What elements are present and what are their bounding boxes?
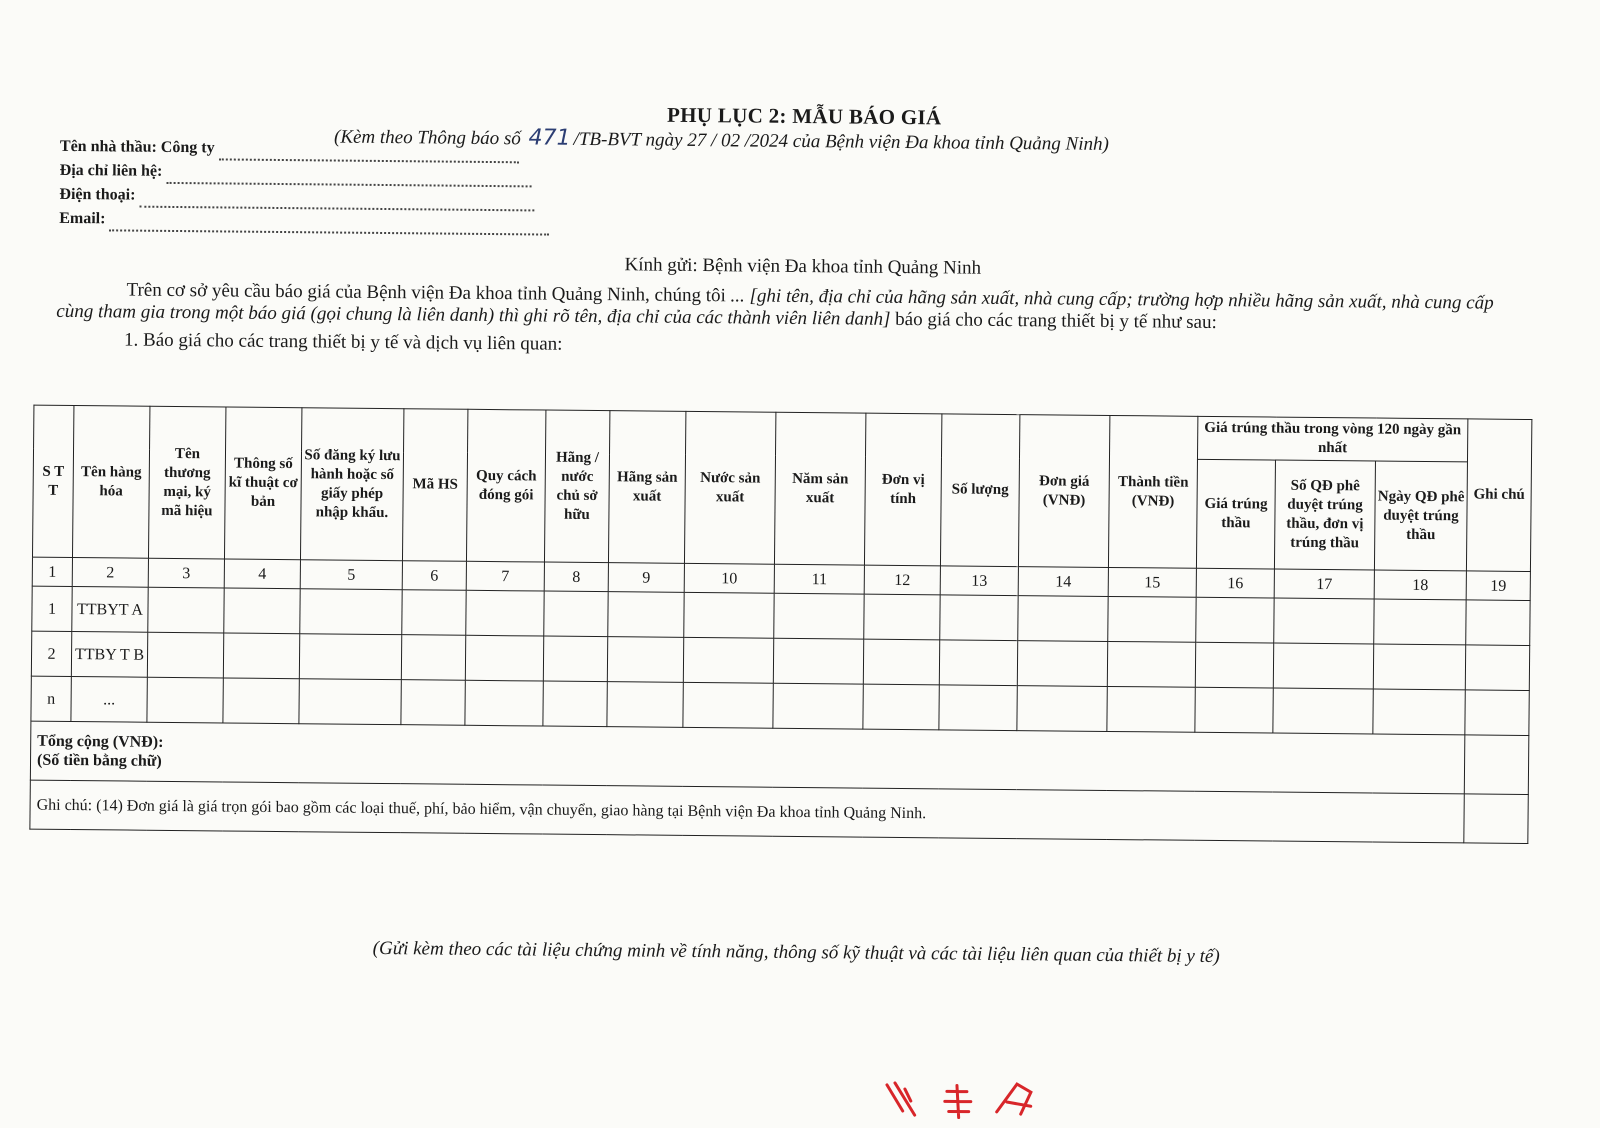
table-cell[interactable] bbox=[683, 682, 773, 728]
subtitle-day: 27 bbox=[687, 129, 707, 152]
table-cell[interactable] bbox=[1465, 690, 1529, 736]
table-cell[interactable] bbox=[773, 638, 863, 684]
header-hang-san-xuat: Hãng sản xuất bbox=[608, 411, 685, 564]
column-number: 9 bbox=[608, 563, 684, 593]
column-number: 13 bbox=[940, 566, 1018, 596]
header-quy-cach: Quy cách đóng gói bbox=[466, 409, 545, 562]
column-number: 12 bbox=[864, 565, 940, 595]
table-cell[interactable] bbox=[608, 592, 684, 638]
header-nam-san-xuat: Năm sản xuất bbox=[774, 412, 865, 565]
contractor-info bbox=[59, 135, 550, 236]
column-number: 19 bbox=[1466, 571, 1530, 601]
subtitle-prefix: (Kèm theo Thông báo số bbox=[333, 126, 521, 150]
column-number: 14 bbox=[1018, 567, 1108, 597]
column-number: 11 bbox=[774, 564, 864, 594]
table-cell[interactable] bbox=[465, 680, 543, 726]
table-cell[interactable] bbox=[402, 590, 466, 636]
table-cell[interactable] bbox=[465, 635, 543, 681]
column-number: 4 bbox=[224, 559, 300, 589]
intro-paragraph bbox=[56, 279, 1516, 337]
header-so-qd: Số QĐ phê duyệt trúng thầu, đơn vị trúng thầu bbox=[1274, 460, 1375, 570]
table-cell[interactable] bbox=[1017, 641, 1107, 687]
table-cell[interactable] bbox=[224, 588, 300, 634]
table-cell[interactable] bbox=[1195, 642, 1273, 688]
row-item-name: TTBY T B bbox=[71, 632, 147, 678]
table-cell[interactable] bbox=[940, 595, 1018, 641]
column-number: 15 bbox=[1108, 567, 1196, 597]
table-cell[interactable] bbox=[939, 640, 1017, 686]
table-cell[interactable] bbox=[466, 590, 544, 636]
header-ten-thuong-mai: Tên thương mại, ký mã hiệu bbox=[148, 406, 225, 559]
header-ma-hs: Mã HS bbox=[402, 409, 467, 562]
red-stamp-mark bbox=[881, 1071, 1072, 1128]
table-cell[interactable] bbox=[543, 681, 607, 727]
table-cell[interactable] bbox=[684, 592, 774, 638]
intro-item-1: 1. Báo giá cho các trang thiết bị y tế và dịch vụ liên quan: bbox=[123, 329, 563, 355]
column-number: 17 bbox=[1274, 569, 1374, 599]
header-gia-trung-thau: Giá trúng thầu bbox=[1196, 459, 1275, 569]
contractor-email-label: Email: bbox=[59, 209, 106, 228]
header-ngay-qd: Ngày QĐ phê duyệt trúng thầu bbox=[1374, 461, 1467, 571]
header-so-dang-ky: Số đăng ký lưu hành hoặc số giấy phép nhập khẩu. bbox=[300, 408, 403, 561]
table-cell[interactable] bbox=[543, 636, 607, 682]
column-number: 1 bbox=[32, 557, 72, 586]
document-title: PHỤ LỤC 2: MẪU BÁO GIÁ bbox=[666, 102, 942, 130]
table-cell[interactable] bbox=[223, 678, 299, 724]
header-ghi-chu: Ghi chú bbox=[1466, 419, 1531, 572]
contractor-phone-row bbox=[59, 183, 549, 212]
column-number: 8 bbox=[544, 562, 608, 592]
table-cell[interactable] bbox=[939, 685, 1017, 731]
table-cell[interactable] bbox=[1374, 599, 1466, 645]
table-cell[interactable] bbox=[1373, 689, 1465, 735]
column-number: 2 bbox=[72, 558, 148, 588]
column-number: 10 bbox=[684, 563, 774, 593]
table-cell[interactable] bbox=[148, 587, 224, 633]
table-cell[interactable] bbox=[1195, 687, 1273, 733]
table-cell[interactable] bbox=[607, 637, 683, 683]
column-number: 18 bbox=[1374, 570, 1466, 600]
table-cell[interactable] bbox=[863, 639, 939, 685]
contractor-address-label: Địa chỉ liên hệ: bbox=[59, 161, 163, 180]
table-cell[interactable] bbox=[544, 591, 608, 637]
header-don-vi-tinh: Đơn vị tính bbox=[864, 413, 941, 566]
table-header-row bbox=[34, 405, 1532, 462]
subtitle-suffix: /2024 của Bệnh viện Đa khoa tỉnh Quảng Ninh) bbox=[744, 130, 1109, 155]
column-number: 6 bbox=[402, 561, 466, 591]
table-cell[interactable] bbox=[1108, 596, 1196, 642]
table-cell[interactable] bbox=[1018, 596, 1108, 642]
table-cell[interactable] bbox=[299, 634, 401, 680]
row-stt: 1 bbox=[32, 586, 72, 631]
table-note: Ghi chú: (14) Đơn giá là giá trọn gói bao gồm các loại thuế, phí, bảo hiểm, vận chuyển, giao hàng tại Bệnh viện Đa khoa tỉnh Quảng Ninh. bbox=[30, 780, 1464, 843]
intro-bracket: ... [ghi tên, địa chỉ của hãng sản xuất, nhà cung cấp; trường hợp nhiều hãng sản xuất, nhà cung cấp cùng tham gia trong một báo giá (gọi chung là liên danh) thì ghi rõ tên, địa chỉ của các thành viên liên danh] bbox=[56, 285, 1494, 330]
table-cell[interactable] bbox=[1273, 688, 1373, 734]
quote-table bbox=[29, 405, 1532, 844]
table-cell[interactable] bbox=[147, 677, 223, 723]
table-cell[interactable] bbox=[401, 680, 465, 726]
footer-note: (Gửi kèm theo các tài liệu chứng minh về tính năng, thông số kỹ thuật và các tài liệu liên quan của thiết bị y tế) bbox=[372, 937, 1220, 968]
header-gia-trung-thau-group: Giá trúng thầu trong vòng 120 ngày gần nhất bbox=[1197, 416, 1467, 462]
table-cell[interactable] bbox=[773, 683, 863, 729]
table-cell[interactable] bbox=[300, 589, 402, 635]
header-ten-hang-hoa: Tên hàng hóa bbox=[72, 406, 149, 559]
recipient-line: Kính gửi: Bệnh viện Đa khoa tỉnh Quảng Ninh bbox=[624, 254, 982, 279]
header-stt: S T T bbox=[32, 405, 73, 557]
table-cell[interactable] bbox=[1017, 686, 1107, 732]
column-number: 3 bbox=[148, 558, 224, 588]
column-number: 5 bbox=[300, 560, 402, 590]
header-thong-so: Thông số kĩ thuật cơ bản bbox=[224, 407, 301, 560]
column-number: 7 bbox=[466, 561, 544, 591]
header-don-gia: Đơn giá (VNĐ) bbox=[1018, 415, 1109, 568]
table-cell[interactable] bbox=[1373, 644, 1465, 690]
subtitle-mid: /TB-BVT ngày bbox=[573, 128, 683, 151]
notice-number: 471 bbox=[528, 125, 571, 151]
contractor-name-field[interactable] bbox=[219, 144, 519, 163]
total-words-label: (Số tiền bằng chữ) bbox=[36, 751, 162, 770]
table-cell[interactable] bbox=[1464, 735, 1529, 795]
contractor-email-row bbox=[59, 207, 549, 236]
header-so-luong: Số lượng bbox=[940, 414, 1019, 567]
table-cell[interactable] bbox=[1273, 643, 1373, 689]
table-cell[interactable] bbox=[147, 632, 223, 678]
row-item-name: ... bbox=[71, 677, 147, 723]
table-cell[interactable] bbox=[401, 635, 465, 681]
header-hang-nuoc: Hãng / nước chủ sở hữu bbox=[544, 410, 609, 563]
table-cell[interactable] bbox=[1464, 794, 1528, 844]
intro-text bbox=[56, 279, 1517, 365]
table-cell[interactable] bbox=[1196, 597, 1274, 643]
row-item-name: TTBYT A bbox=[72, 587, 148, 633]
table-cell[interactable] bbox=[1107, 686, 1195, 732]
header-nuoc-san-xuat: Nước sản xuất bbox=[684, 411, 775, 564]
table-cell[interactable] bbox=[1465, 645, 1529, 691]
intro-lead: Trên cơ sở yêu cầu báo giá của Bệnh viện Đa khoa tỉnh Quảng Ninh, chúng tôi bbox=[126, 279, 726, 307]
row-stt: n bbox=[31, 676, 71, 721]
table-cell[interactable] bbox=[1466, 600, 1530, 646]
table-cell[interactable] bbox=[863, 684, 939, 730]
row-stt: 2 bbox=[31, 631, 71, 676]
table-cell[interactable] bbox=[223, 633, 299, 679]
total-label: Tổng cộng (VNĐ): bbox=[37, 732, 164, 751]
contractor-name-label: Tên nhà thầu: Công ty bbox=[59, 137, 215, 157]
table-cell[interactable] bbox=[683, 637, 773, 683]
table-cell[interactable] bbox=[607, 682, 683, 728]
contractor-phone-label: Điện thoại: bbox=[59, 185, 136, 204]
subtitle-sep: / bbox=[710, 130, 717, 152]
table-cell[interactable] bbox=[1274, 598, 1374, 644]
header-thanh-tien: Thành tiền (VNĐ) bbox=[1108, 415, 1197, 568]
table-cell[interactable] bbox=[774, 593, 864, 639]
table-cell[interactable] bbox=[1107, 641, 1195, 687]
column-number: 16 bbox=[1196, 568, 1274, 598]
intro-tail: báo giá cho các trang thiết bị y tế như sau: bbox=[895, 308, 1217, 333]
table-cell[interactable] bbox=[864, 594, 940, 640]
table-cell[interactable] bbox=[299, 679, 401, 725]
contractor-email-field[interactable] bbox=[109, 215, 549, 235]
subtitle-month: 02 bbox=[720, 130, 741, 152]
